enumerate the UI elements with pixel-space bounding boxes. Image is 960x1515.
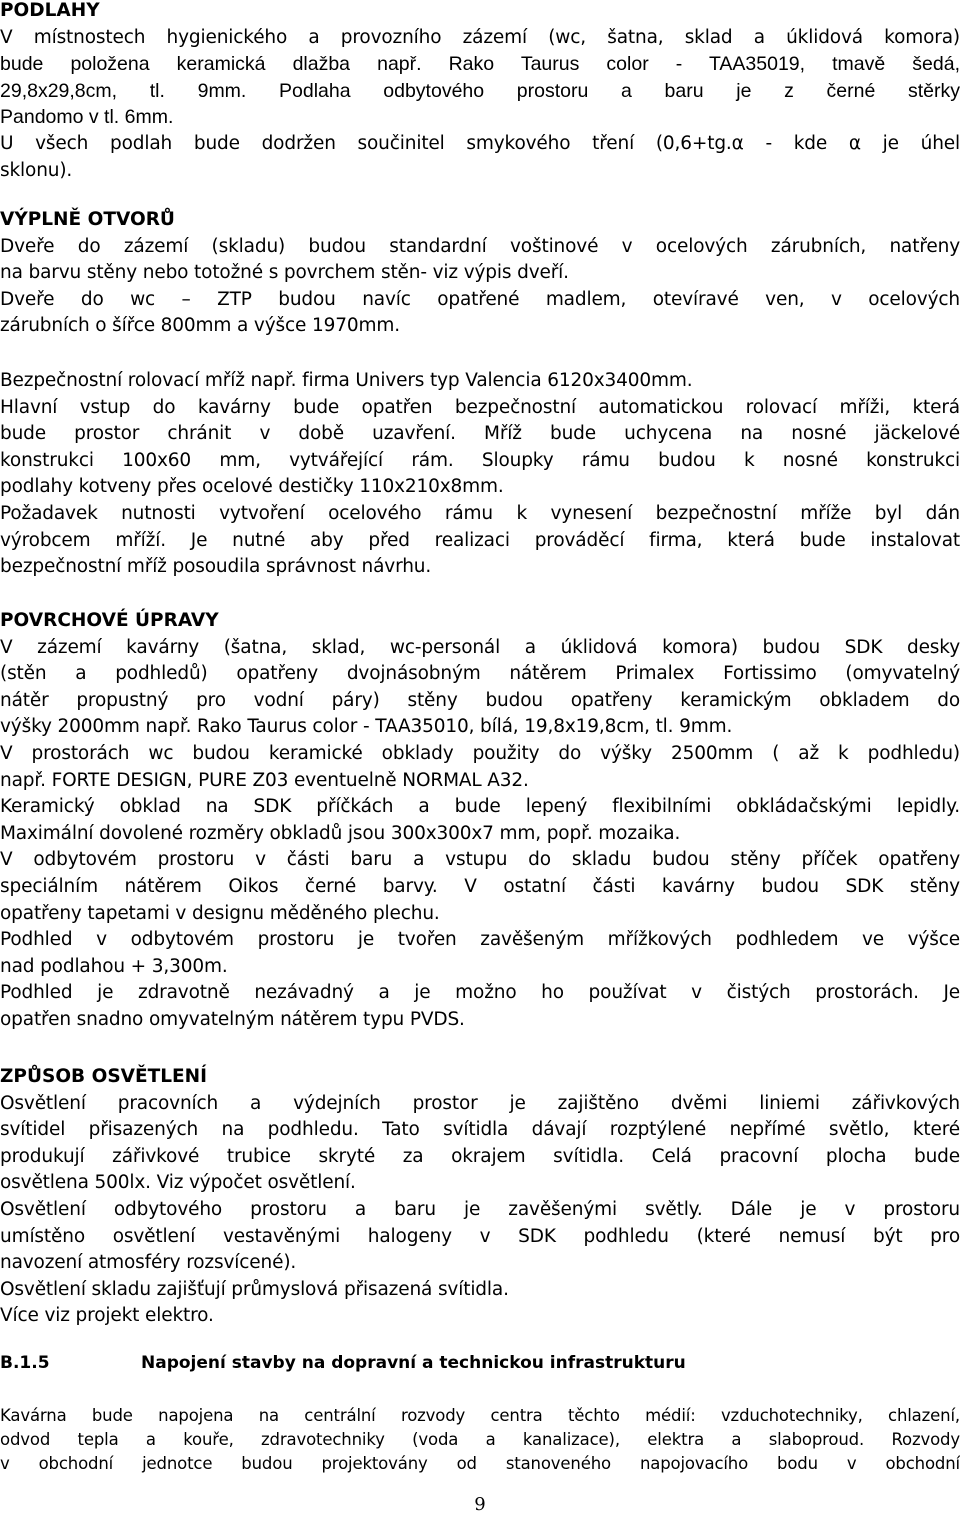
paragraph-line: Více viz projekt elektro. (0, 1305, 214, 1327)
paragraph-line: Maximální dovolené rozměry obkladů jsou 300x300x7 mm, popř. mozaika. (0, 822, 681, 844)
paragraph-line: Kavárna bude napojena na centrální rozvody centra těchto médií: vzduchotechniky, chlazení, (0, 1406, 960, 1425)
section-povrchove-upravy (0, 608, 960, 1034)
paragraph-line: Keramický obklad na SDK příčkách a bude lepený flexibilními obkládačskými lepidly. (0, 796, 960, 818)
section-zpusob-osvetleni (0, 1064, 960, 1330)
paragraph-kavarna (0, 1404, 960, 1477)
heading-vyplne-otvoru: VÝPLNĚ OTVORŮ (0, 209, 175, 230)
paragraph-line: Osvětlení skladu zajišťují průmyslová přisazená svítidla. (0, 1278, 509, 1300)
section-vyplne-otvoru (0, 207, 960, 340)
paragraph-line: umístěno osvětlení vestavěnými halogeny v SDK podhledu (které nemusí být pro (0, 1225, 960, 1247)
paragraph-line: V zázemí kavárny (šatna, sklad, wc-personál a úklidová komora) budou SDK desky (0, 636, 960, 658)
paragraph-line: Osvětlení odbytového prostoru a baru je zavěšenými světly. Dále je v prostoru (0, 1198, 960, 1220)
paragraph-line: 29,8x29,8cm, tl. 9mm. Podlaha odbytového prostoru a baru je z černé stěrky (0, 79, 960, 102)
section-title: Napojení stavby na dopravní a technickou infrastrukturu (141, 1353, 686, 1373)
paragraph-line: podlahy kotveny přes ocelové destičky 110x210x8mm. (0, 476, 504, 498)
paragraph-bezpecnostni-mriz (0, 368, 960, 581)
paragraph-line: Osvětlení pracovních a výdejních prostor je zajištěno dvěmi liniemi zářivkových (0, 1092, 960, 1114)
paragraph-line: Hlavní vstup do kavárny bude opatřen bezpečnostní automatickou rolovací mříži, která (0, 396, 960, 418)
heading-podlahy: PODLAHY (0, 0, 100, 21)
paragraph-line: U všech podlah bude dodržen součinitel smykového tření (0,6+tg.α - kde α je úhel (0, 132, 960, 154)
paragraph-line: opatřen snadno omyvatelným nátěrem typu PVDS. (0, 1008, 465, 1030)
paragraph-line: speciálním nátěrem Oikos černé barvy. V ostatní části kavárny budou SDK stěny (0, 875, 960, 897)
paragraph-line: bezpečnostní mříž posoudila správnost návrhu. (0, 556, 432, 578)
paragraph-line: navození atmosféry rozsvícené). (0, 1252, 297, 1274)
paragraph-line: Dveře do zázemí (skladu) budou standardní voštinové v ocelových zárubních, natřeny (0, 235, 960, 257)
paragraph-line: Požadavek nutnosti vytvoření ocelového rámu k vynesení bezpečnostní mříže byl dán (0, 502, 960, 524)
paragraph-line: výrobcem mříží. Je nutné aby před realizaci prováděcí firma, která bude instalovat (0, 529, 960, 551)
paragraph-line: nad podlahou + 3,300m. (0, 955, 228, 977)
paragraph-line: Dveře do wc – ZTP budou navíc opatřené madlem, otevíravé ven, v ocelových (0, 288, 960, 310)
section-podlahy (0, 0, 960, 184)
paragraph-line: Podhled v odbytovém prostoru je tvořen zavěšeným mřížkových podhledem ve výšce (0, 929, 960, 951)
paragraph-line: na barvu stěny nebo totožné s povrchem stěn- viz výpis dveří. (0, 262, 569, 284)
paragraph-line: zárubních o šířce 800mm a výšce 1970mm. (0, 315, 400, 337)
paragraph-line: bude položena keramická dlažba např. Rako Taurus color - TAA35019, tmavě šedá, (0, 53, 960, 76)
paragraph-line: sklonu). (0, 159, 73, 181)
paragraph-line: konstrukci 100x60 mm, vytvářející rám. Sloupky rámu budou k nosné konstrukci (0, 449, 960, 471)
heading-zpusob-osvetleni: ZPŮSOB OSVĚTLENÍ (0, 1066, 208, 1087)
paragraph-line: Bezpečnostní rolovací mříž např. firma Univers typ Valencia 6120x3400mm. (0, 370, 693, 391)
paragraph-line: Pandomo v tl. 6mm. (0, 106, 174, 129)
paragraph-line: svítidel přisazených na podhledu. Tato svítidla dávají rozptýlené nepřímé světlo, které (0, 1119, 960, 1141)
paragraph-line: V odbytovém prostoru v části baru a vstupu do skladu budou stěny příček opatřeny (0, 849, 960, 871)
paragraph-line: produkují zářivkové trubice skryté za okrajem svítidla. Celá pracovní plocha bude (0, 1145, 960, 1167)
section-number: B.1.5 (0, 1353, 50, 1373)
paragraph-line: např. FORTE DESIGN, PURE Z03 eventuelně NORMAL A32. (0, 769, 529, 791)
paragraph-line: (stěn a podhledů) opatřeny dvojnásobným nátěrem Primalex Fortissimo (omyvatelný (0, 663, 960, 685)
paragraph-line: v obchodní jednotce budou projektovány od stanoveného napojovacího bodu v obchodní (0, 1454, 960, 1474)
paragraph-line: bude prostor chránit v době uzavření. Mříž bude uchycena na nosné jäckelové (0, 423, 960, 445)
paragraph-line: osvětlena 500lx. Viz výpočet osvětlení. (0, 1172, 356, 1194)
page-number: 9 (474, 1494, 486, 1515)
paragraph-line: V místnostech hygienického a provozního zázemí (wc, šatna, sklad a úklidová komora) (0, 26, 960, 48)
paragraph-line: opatřeny tapetami v designu měděného plechu. (0, 902, 440, 924)
paragraph-line: odvod tepla a kouře, zdravotechniky (voda a kanalizace), elektra a slaboproud. Rozvody (0, 1430, 960, 1450)
paragraph-line: nátěr propustný pro vodní páry) stěny budou opatřeny keramickým obkladem do (0, 689, 960, 711)
paragraph-line: výšky 2000mm např. Rako Taurus color - TAA35010, bílá, 19,8x19,8cm, tl. 9mm. (0, 716, 733, 738)
paragraph-line: V prostorách wc budou keramické obklady použity do výšky 2500mm ( až k podhledu) (0, 742, 960, 764)
paragraph-line: Podhled je zdravotně nezávadný a je možno ho používat v čistých prostorách. Je (0, 982, 960, 1004)
heading-povrchove-upravy: POVRCHOVÉ ÚPRAVY (0, 610, 219, 631)
